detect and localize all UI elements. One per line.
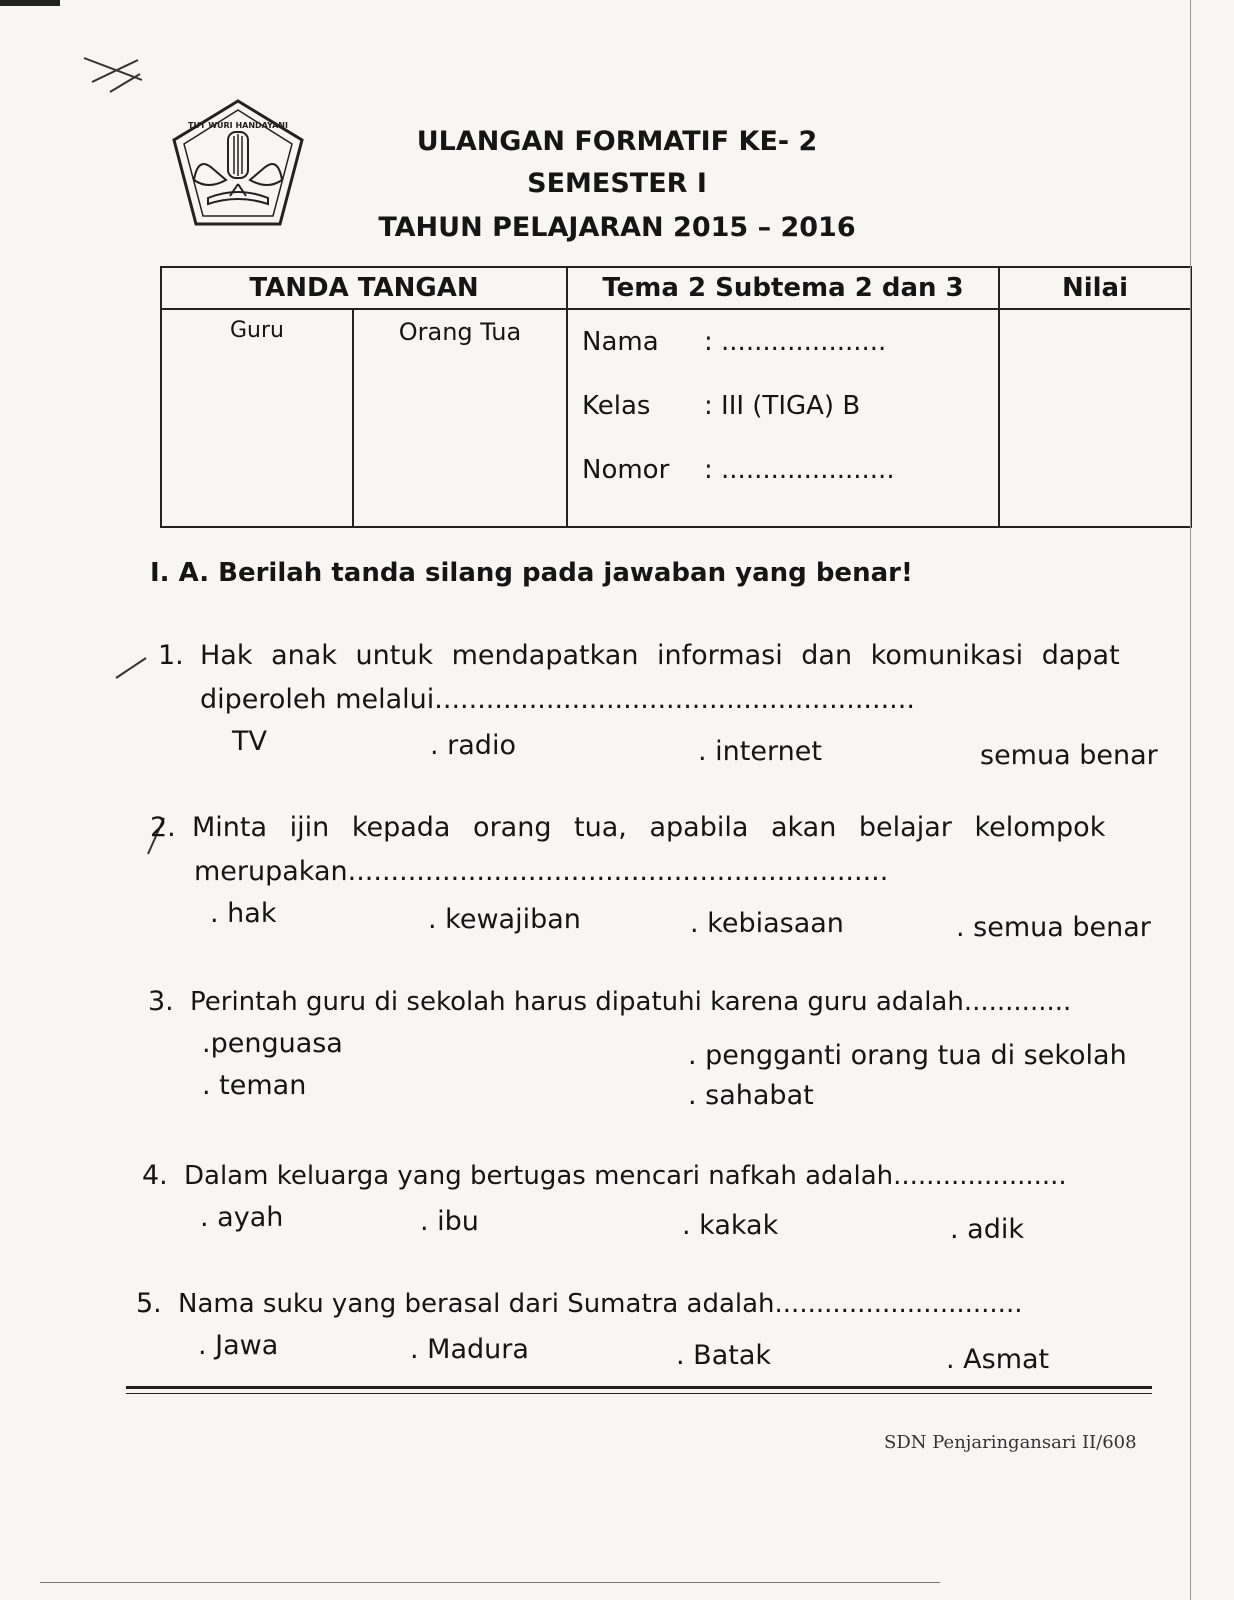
kelas-row (568, 374, 998, 438)
question-2-text-line2: merupakan............................................................... (194, 856, 889, 887)
nomor-value[interactable]: : ..................... (704, 455, 895, 485)
pencil-scribble (80, 52, 150, 102)
q5-option-c[interactable]: . Batak (676, 1340, 772, 1371)
q4-option-a[interactable]: . ayah (200, 1202, 284, 1233)
kelas-label: Kelas (582, 391, 651, 421)
nilai-cell[interactable] (999, 309, 1191, 527)
q4-option-b[interactable]: . ibu (420, 1206, 479, 1237)
q3-option-d[interactable]: . sahabat (688, 1080, 814, 1111)
footer-rule-thick (126, 1386, 1152, 1389)
title-line-1: ULANGAN FORMATIF KE- 2 (416, 126, 818, 157)
guru-label: Guru (230, 318, 284, 343)
question-5-number: 5. (136, 1288, 162, 1319)
nilai-header: Nilai (999, 267, 1191, 309)
school-footer: SDN Penjaringansari II/608 (884, 1432, 1137, 1453)
q3-option-c[interactable]: . teman (202, 1070, 307, 1101)
question-4 (142, 1160, 1067, 1191)
q5-option-a[interactable]: . Jawa (198, 1330, 279, 1361)
question-3-text-line1: Perintah guru di sekolah harus dipatuhi karena guru adalah............. (190, 987, 1072, 1017)
q5-option-b[interactable]: . Madura (410, 1334, 529, 1365)
guru-signature-cell[interactable] (161, 309, 353, 527)
nama-row (568, 310, 998, 374)
q3-option-b[interactable]: . pengganti orang tua di sekolah (688, 1040, 1127, 1071)
question-4-text-line1: Dalam keluarga yang bertugas mencari nafkah adalah..................... (184, 1161, 1067, 1191)
question-2-text-line1: Minta ijin kepada orang tua, apabila akan belajar kelompok (192, 812, 1106, 843)
q4-option-d[interactable]: . adik (950, 1214, 1024, 1245)
question-1 (158, 640, 1120, 671)
scan-edge-top (0, 0, 60, 6)
question-1-text-line1: Hak anak untuk mendapatkan informasi dan komunikasi dapat (200, 640, 1120, 671)
q1-option-c[interactable]: . internet (698, 736, 822, 767)
nomor-label: Nomor (582, 455, 670, 485)
question-2-number: 2. (150, 812, 176, 843)
q5-option-d[interactable]: . Asmat (946, 1344, 1050, 1375)
scan-edge-right (1190, 0, 1191, 1600)
footer-rule-thin (126, 1393, 1152, 1394)
question-1-number: 1. (158, 640, 184, 671)
q1-option-b[interactable]: . radio (430, 730, 516, 761)
q3-option-a[interactable]: .penguasa (202, 1028, 343, 1059)
instruction: I. A. Berilah tanda silang pada jawaban yang benar! (150, 558, 913, 588)
identity-table (160, 266, 1192, 528)
question-5-text-line1: Nama suku yang berasal dari Sumatra adalah.............................. (178, 1289, 1023, 1319)
question-3-number: 3. (148, 986, 174, 1017)
logo-text: TUT WURI HANDAYANI (188, 121, 288, 130)
kelas-value: : III (TIGA) B (704, 391, 861, 421)
tut-wuri-handayani-logo (168, 98, 308, 230)
q2-option-c[interactable]: . kebiasaan (690, 908, 844, 939)
orangtua-label: Orang Tua (398, 318, 522, 346)
q1-option-a[interactable]: TV (232, 726, 267, 757)
q1-option-d[interactable]: semua benar (980, 740, 1158, 771)
title-line-3: TAHUN PELAJARAN 2015 – 2016 (378, 212, 856, 243)
question-4-number: 4. (142, 1160, 168, 1191)
q2-option-b[interactable]: . kewajiban (428, 904, 581, 935)
nama-label: Nama (582, 327, 659, 357)
question-5 (136, 1288, 1022, 1319)
q2-option-a[interactable]: . hak (210, 898, 277, 929)
nama-value[interactable]: : .................... (704, 327, 887, 357)
q2-option-d[interactable]: . semua benar (956, 912, 1151, 943)
title-line-2: SEMESTER I (527, 168, 707, 199)
tanda-tangan-header: TANDA TANGAN (161, 267, 567, 309)
student-info-cell (567, 309, 999, 527)
tema-header: Tema 2 Subtema 2 dan 3 (567, 267, 999, 309)
question-2 (150, 812, 1105, 843)
question-1-text-line2: diperoleh melalui........................................................ (200, 684, 915, 715)
scan-edge-bottom (40, 1582, 940, 1583)
nomor-row (568, 438, 998, 502)
question-3 (148, 986, 1071, 1017)
q4-option-c[interactable]: . kakak (682, 1210, 779, 1241)
pencil-tick-q1 (112, 652, 152, 682)
orangtua-signature-cell[interactable] (353, 309, 567, 527)
